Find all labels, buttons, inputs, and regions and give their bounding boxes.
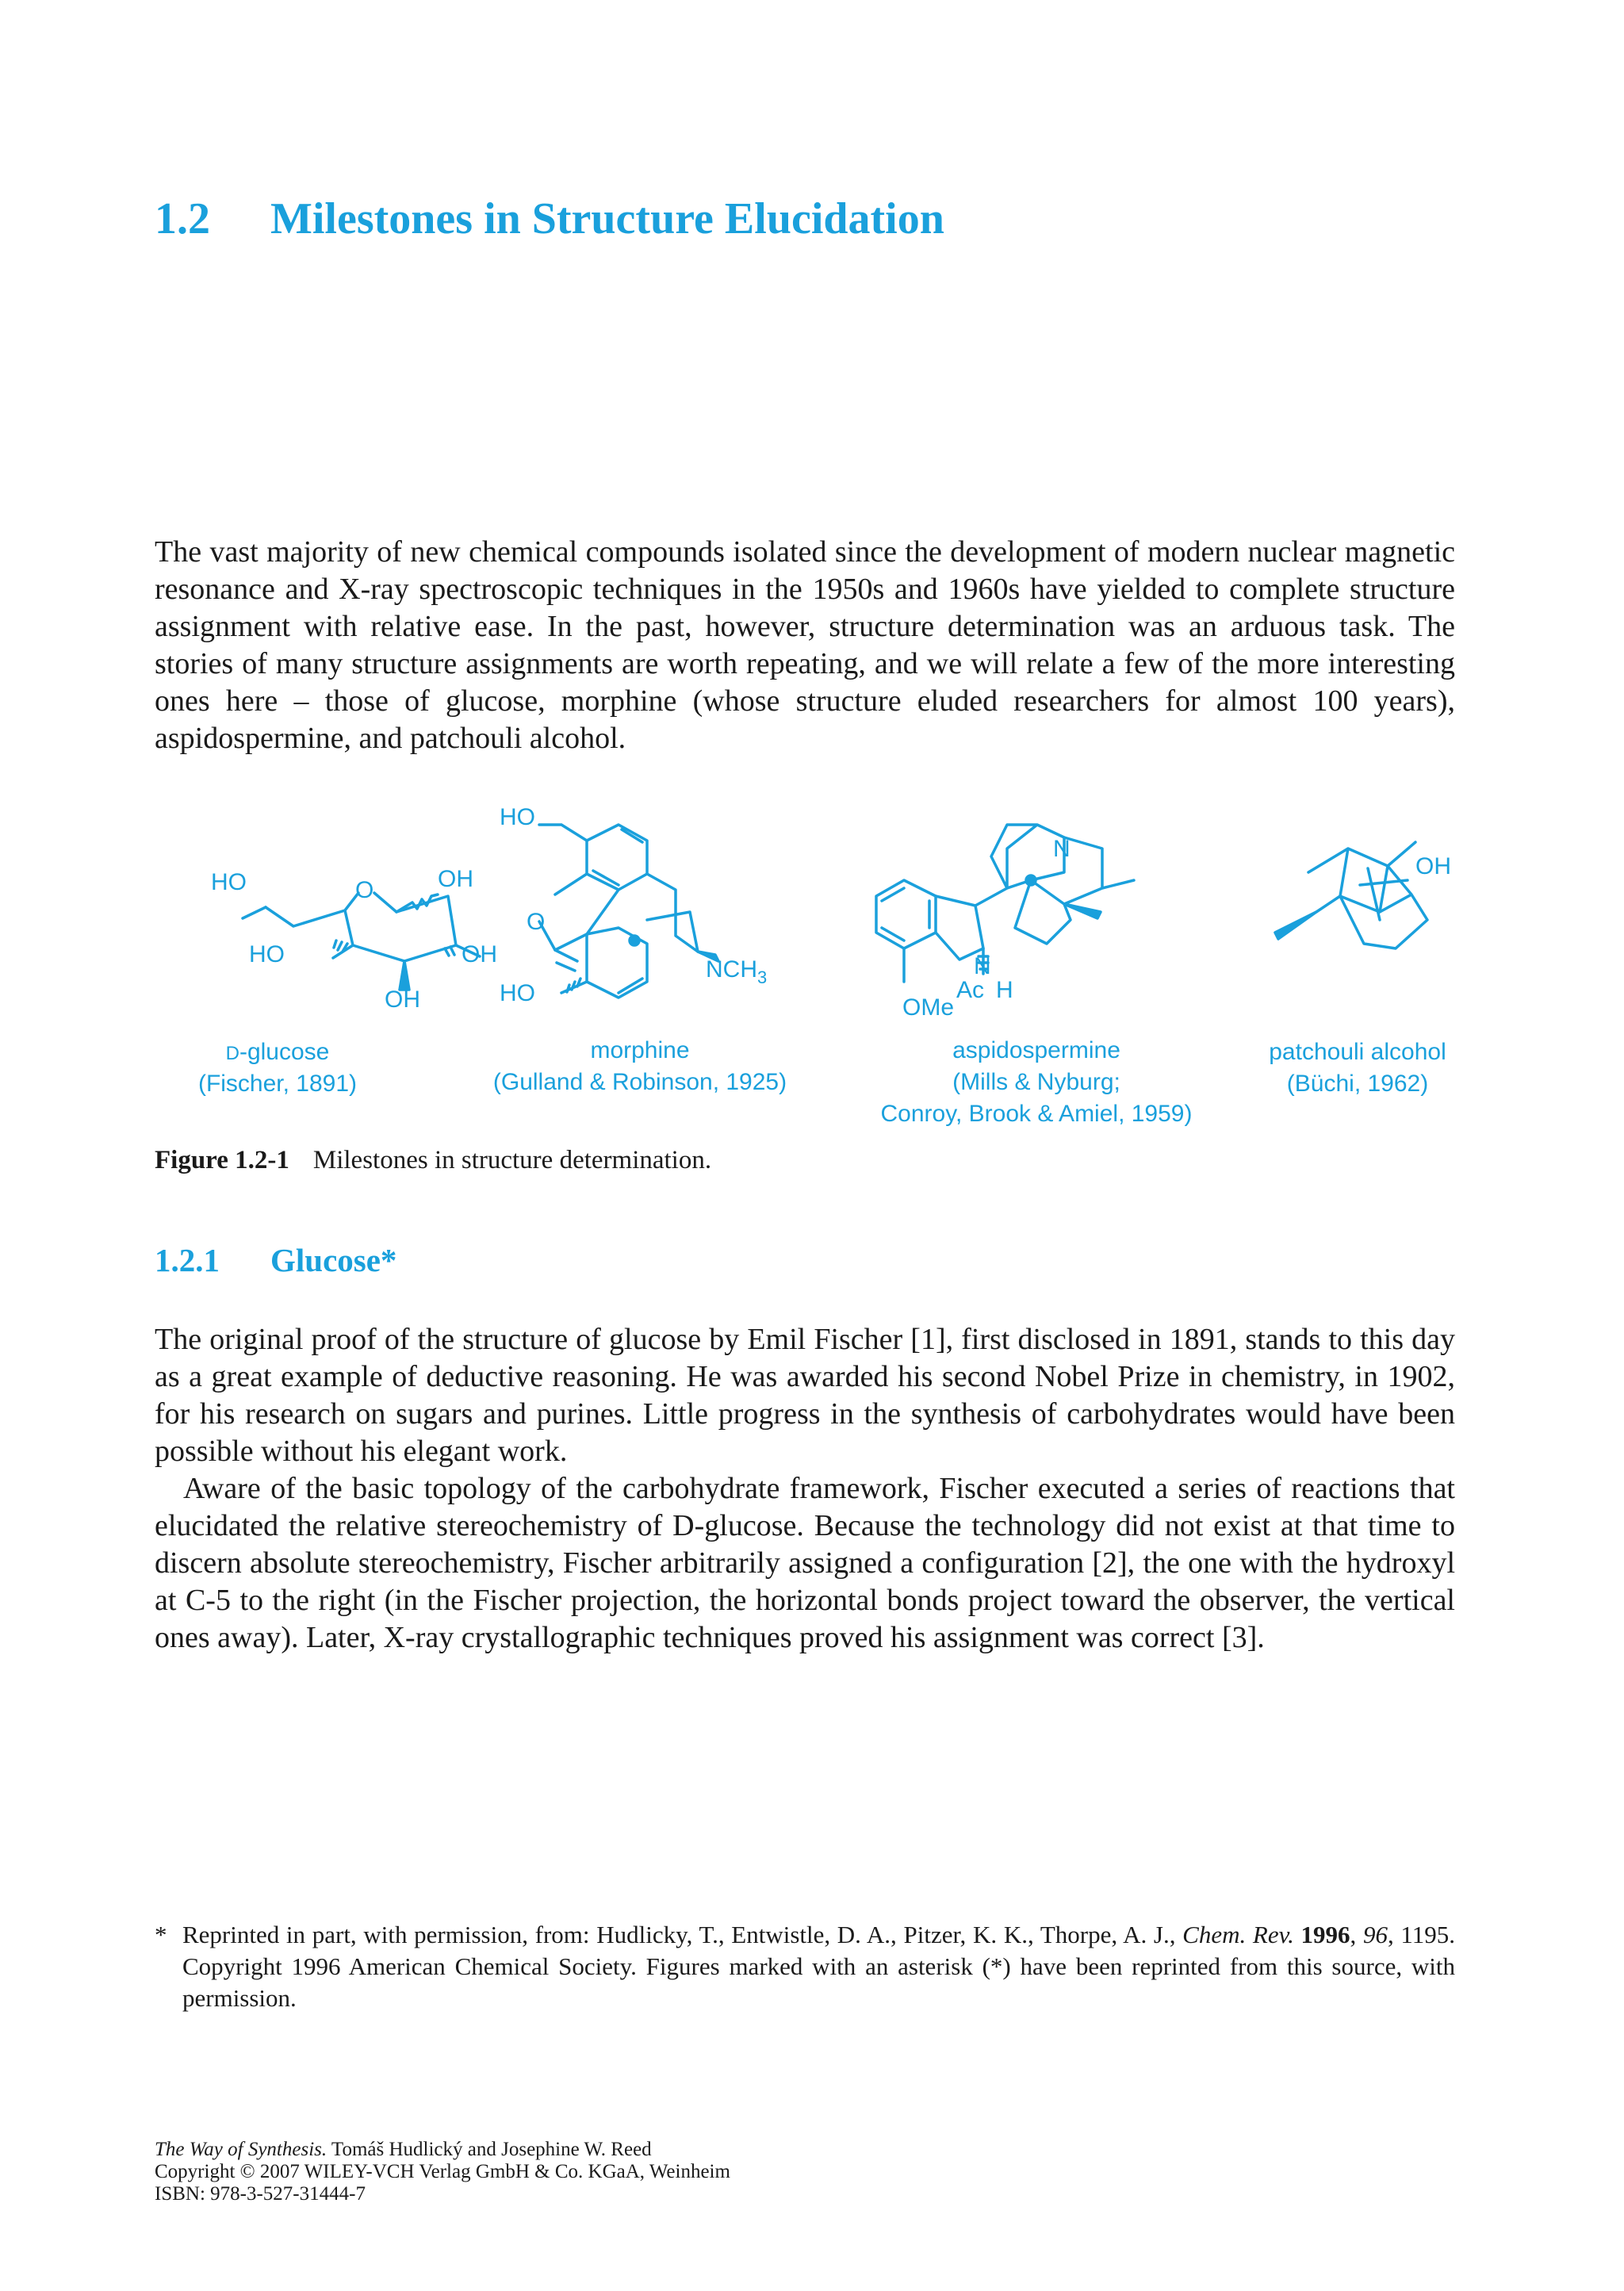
subsection-heading	[155, 1241, 396, 1279]
morphine-atom-ho-phenol: HO	[500, 804, 535, 830]
colophon-copyright: Copyright © 2007 WILEY-VCH Verlag GmbH & Co. KGaA, Weinheim	[155, 2161, 730, 2182]
figure-label: Figure 1.2-1	[155, 1146, 289, 1174]
aspidospermine-name: aspidospermine	[952, 1037, 1120, 1063]
section-heading	[155, 193, 944, 244]
aspidospermine-credit-line2: Conroy, Brook & Amiel, 1959)	[880, 1101, 1193, 1127]
morphine-atom-nch: $NCH_3$	[706, 956, 768, 987]
aspidospermine-atom-ac: Ac	[956, 977, 985, 1003]
footnote	[155, 1919, 1455, 2014]
figure-milestones	[143, 793, 1491, 1142]
aspidospermine-atom-n-indoline: N	[974, 953, 991, 979]
morphine-structure	[539, 825, 718, 998]
footnote-marker: *	[155, 1921, 167, 1948]
glucose-atom-o: O	[355, 877, 374, 903]
subsection-number: 1.2.1	[155, 1242, 220, 1278]
patchouli-credit: (Büchi, 1962)	[1286, 1071, 1429, 1097]
aspidospermine-atom-n-bridge: N	[1053, 836, 1071, 862]
intro-paragraph: The vast majority of new chemical compounds isolated since the development of modern nuclear magnetic resonance and X-ray spectroscopic techniques in the 1950s and 1960s have yielded to complete structure assignment with relative ease. In the past, however, structure determination was an arduous task. The stories of many structure assignments are worth repeating, and we will relate a few of the more interesting ones here – those of glucose, morphine (whose structure eluded researchers for almost 100 years), aspidospermine, and patchouli alcohol.	[155, 535, 1455, 755]
section-title: Milestones in Structure Elucidation	[270, 194, 944, 243]
morphine-name: morphine	[590, 1037, 690, 1063]
aspidospermine-structure	[876, 825, 1134, 982]
glucose-atom-oh-c3: OH	[385, 987, 420, 1013]
colophon-title-line: The Way of Synthesis. Tomáš Hudlický and Josephine W. Reed	[155, 2139, 652, 2160]
morphine-atom-o: O	[527, 909, 546, 935]
glucose-atom-oh-c2: OH	[462, 941, 497, 967]
section-number: 1.2	[155, 194, 210, 243]
glucose-atom-oh-anomeric: OH	[438, 866, 473, 892]
figure-caption-text: Milestones in structure determination.	[312, 1146, 712, 1174]
glucose-atom-ho-c4: HO	[249, 941, 285, 967]
subsection-title: Glucose*	[270, 1242, 397, 1278]
colophon	[155, 2139, 730, 2205]
patchouli-name: patchouli alcohol	[1269, 1039, 1446, 1065]
colophon-isbn: ISBN: 978-3-527-31444-7	[155, 2183, 366, 2205]
morphine-credit: (Gulland & Robinson, 1925)	[492, 1069, 787, 1095]
glucose-paragraph-1: The original proof of the structure of glucose by Emil Fischer [1], first disclosed in 1891, stands to this day as a great example of deductive reasoning. He was awarded his second Nobel Prize in chemistry, in 1902, for his research on sugars and purines. Little progress in the synthesis of carbohydrates would have been possible without his elegant work.	[155, 1323, 1455, 1468]
morphine-atom-ho-allylic: HO	[500, 980, 535, 1006]
aspidospermine-atom-ome: OMe	[902, 994, 955, 1021]
aspidospermine-credit-line1: (Mills & Nyburg;	[952, 1069, 1120, 1095]
figure-caption	[155, 1146, 711, 1175]
glucose-name: D-glucose	[225, 1039, 330, 1065]
aspidospermine-atom-h: H	[996, 977, 1013, 1003]
glucose-credit: (Fischer, 1891)	[197, 1071, 358, 1097]
glucose-paragraph-2: Aware of the basic topology of the carbohydrate framework, Fischer executed a series of reactions that elucidated the relative stereochemistry of D-glucose. Because the technology did not exist at that time to discern absolute stereochemistry, Fischer arbitrarily assigned a configuration [2], the one with the hydroxyl at C-5 to the right (in the Fischer projection, the horizontal bonds project toward the observer, the vertical ones away). Later, X-ray crystallographic techniques proved his assignment was correct [3].	[155, 1472, 1455, 1654]
structures-drawing	[143, 793, 1491, 1142]
footnote-text: Reprinted in part, with permission, from: Hudlicky, T., Entwistle, D. A., Pitzer, K. K., Thorpe, A. J., Chem. Rev. 1996, 96, 1195. Copyright 1996 American Chemical Society. Figures marked with an asterisk (*) have been reprinted from this source, with permission.	[182, 1921, 1455, 2012]
patchouli-atom-oh: OH	[1415, 853, 1451, 879]
glucose-atom-ho: HO	[211, 869, 247, 895]
patchouli-structure	[1275, 842, 1427, 948]
